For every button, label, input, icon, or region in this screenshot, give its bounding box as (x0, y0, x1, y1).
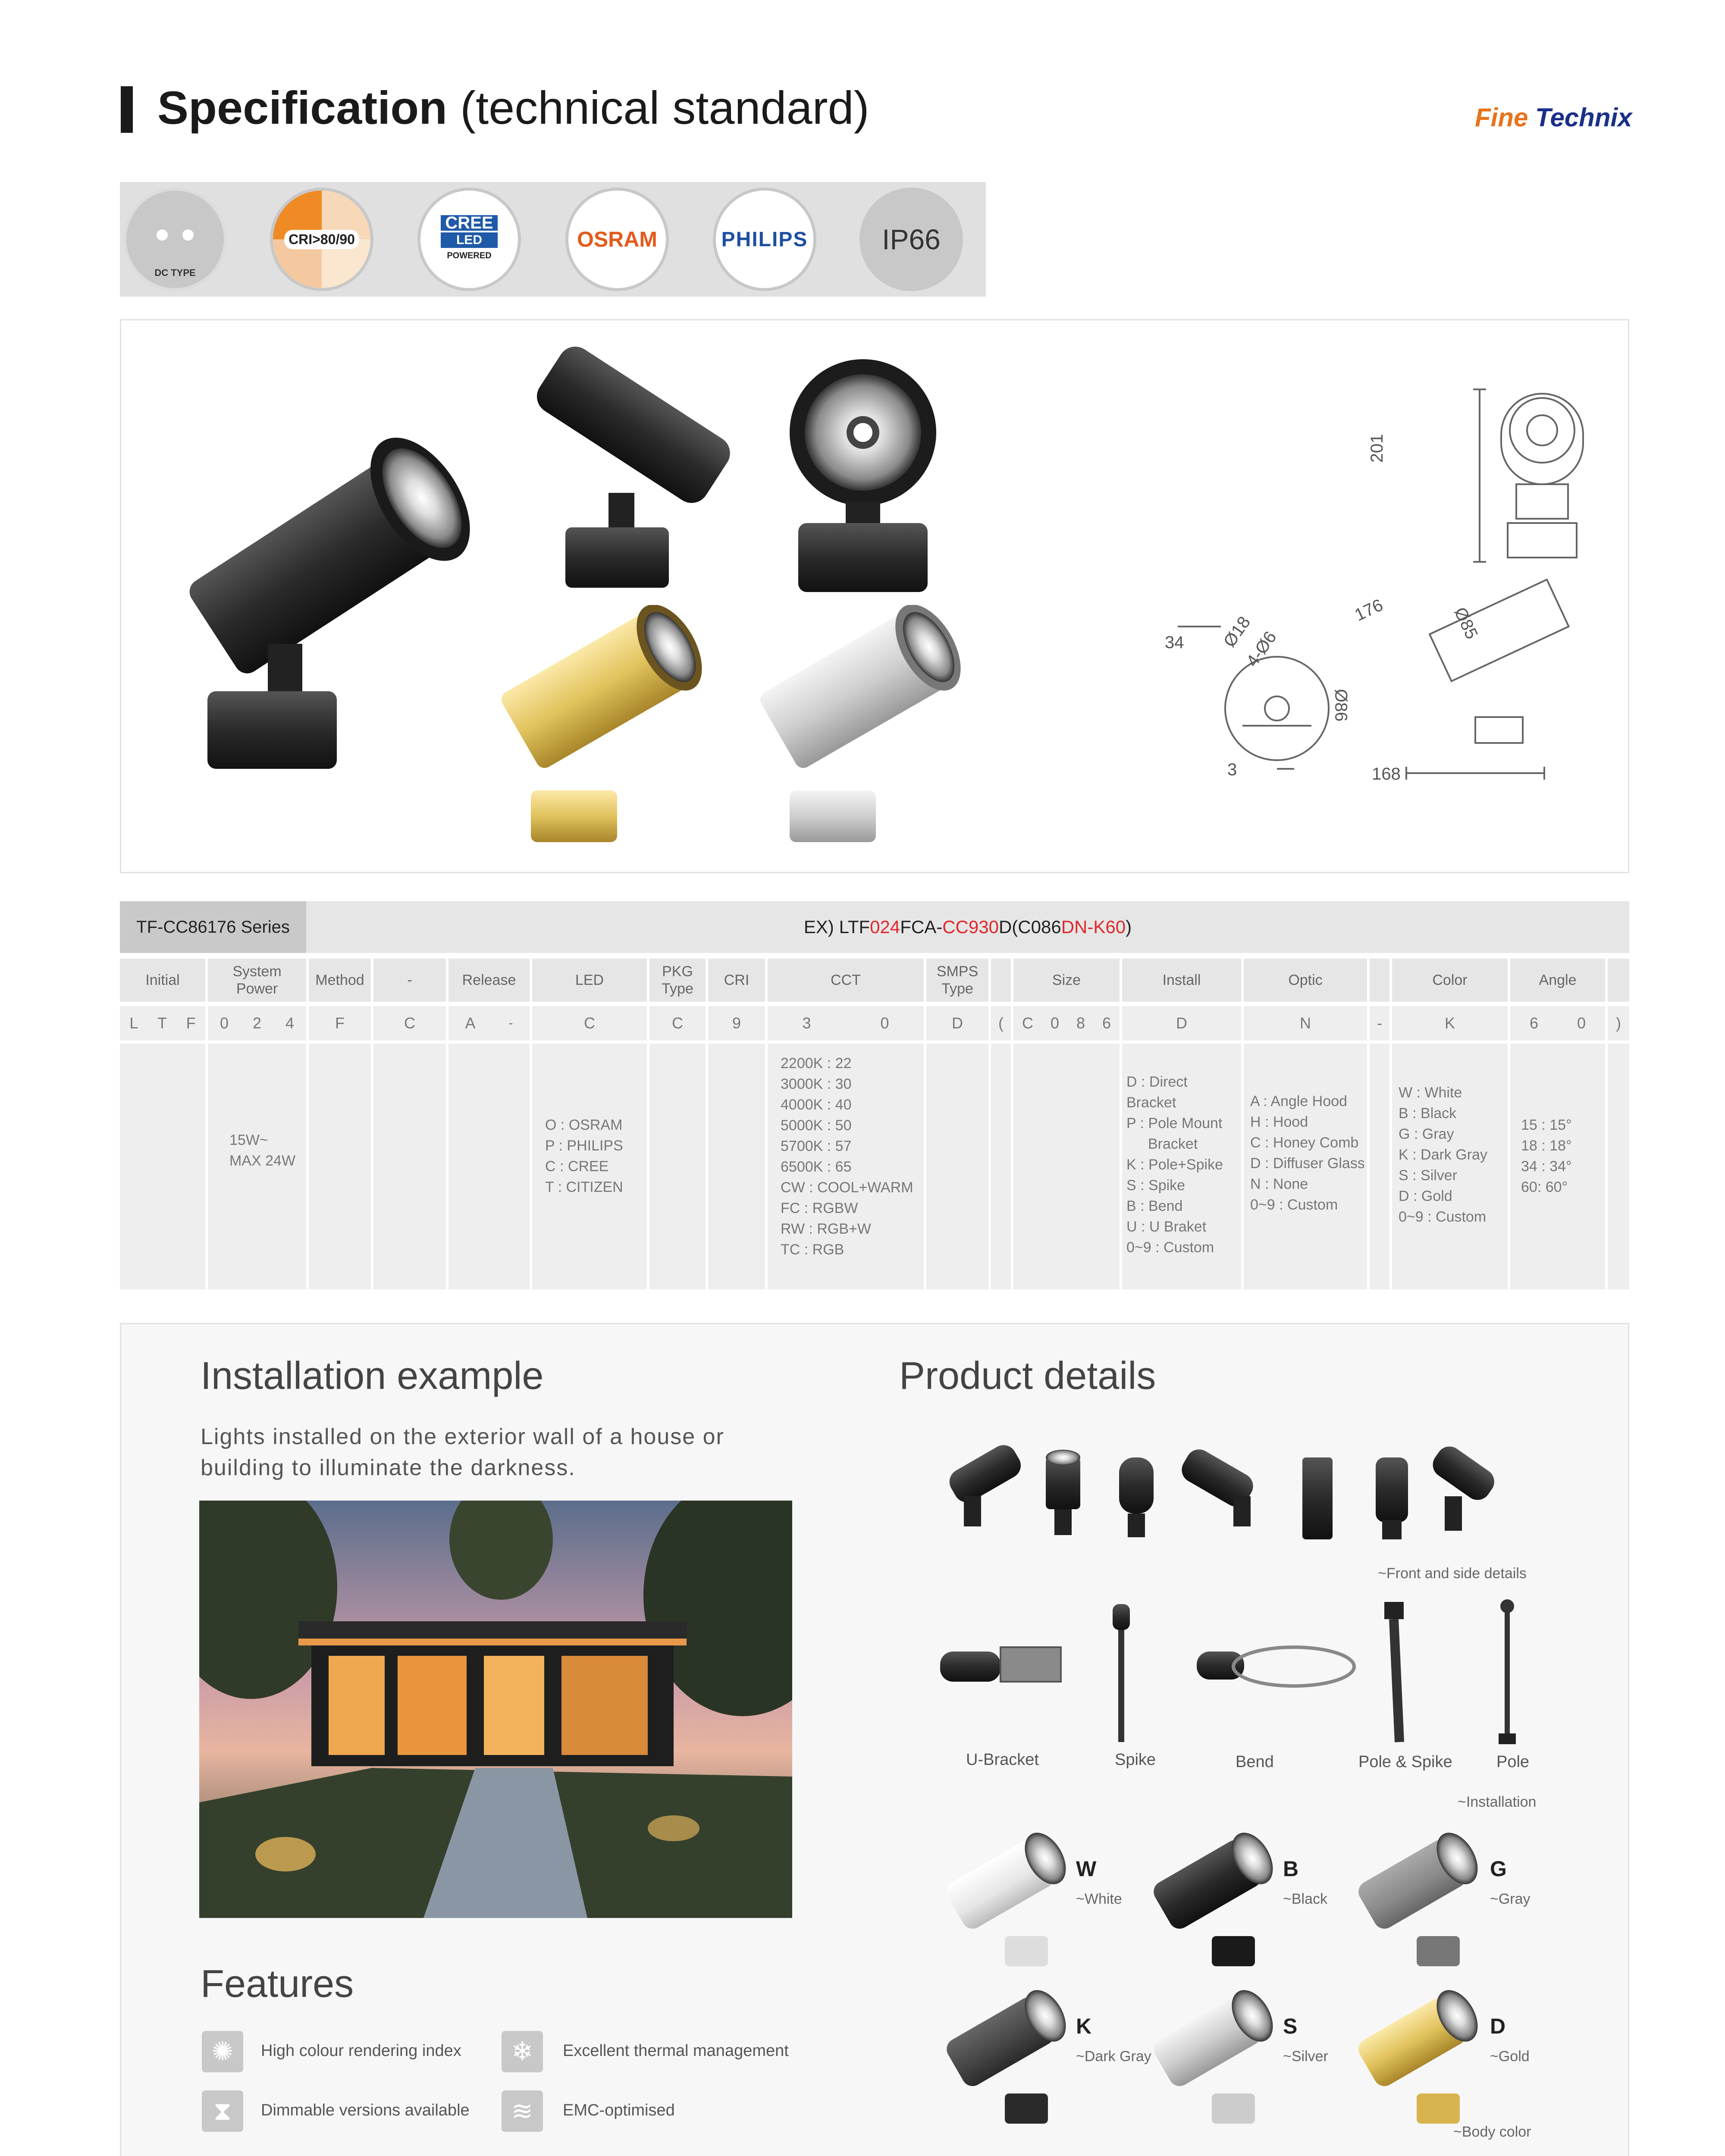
thermometer-icon: ❄ (502, 2031, 543, 2072)
dc-type-badge: DC TYPE (123, 188, 227, 291)
color-name-w: ~White (1076, 1891, 1122, 1907)
body-color-caption: ~Body color (1453, 2124, 1531, 2140)
col-install: Install (1122, 959, 1241, 1002)
dim-height: 201 (1367, 434, 1386, 463)
code-method: F (309, 1006, 371, 1040)
hourglass-icon: ⧗ (202, 2090, 243, 2132)
col-angle: Angle (1510, 959, 1605, 1002)
col-cct: CCT (768, 959, 924, 1002)
philips-badge: PHILIPS (713, 188, 816, 291)
dim-4d6: 4-Ø6 (1242, 628, 1280, 671)
silver-spotlight-image (746, 605, 971, 846)
installation-photo (199, 1501, 792, 1918)
title-accent-bar (121, 86, 133, 133)
code-initial: L T F (120, 1006, 205, 1040)
color-code-s: S (1283, 2014, 1298, 2038)
col-release: Release (448, 959, 530, 1002)
color-name-k: ~Dark Gray (1076, 2048, 1151, 2065)
color-name-d: ~Gold (1490, 2048, 1530, 2065)
col-color: Color (1392, 959, 1508, 1002)
lightbulb-icon: ✺ (202, 2031, 243, 2072)
color-code-w: W (1076, 1857, 1097, 1881)
code-paren-close: ) (1608, 1006, 1629, 1040)
color-name-b: ~Black (1283, 1891, 1327, 1907)
front-side-caption: ~Front and side details (1378, 1565, 1527, 1582)
code-dash: - (1370, 1006, 1389, 1040)
front-side-detail-images (940, 1436, 1527, 1544)
feature-thermal: Excellent thermal management (563, 2042, 789, 2060)
color-name-s: ~Silver (1283, 2048, 1328, 2065)
black-spotlight-side-image (509, 333, 751, 592)
col-method: Method (309, 959, 371, 1002)
col-system-power: System Power (208, 959, 306, 1002)
color-code-b: B (1283, 1857, 1299, 1881)
col-led: LED (532, 959, 647, 1002)
installation-heading: Installation example (201, 1354, 544, 1398)
code-power: 0 2 4 (208, 1006, 306, 1040)
desc-install: D : Direct Bracket P : Pole Mount Bracket K : Pole+Spike S : Spike B : Bend U : U Braket 0~9 : Custom (1122, 1044, 1241, 1289)
desc-power: 15W~ MAX 24W (208, 1044, 306, 1289)
order-code-example: EX) LTF 024 FCA- CC 930 D(C086 DN-K60 ) (803, 917, 1132, 937)
features-heading: Features (201, 1962, 354, 2006)
page-title: Specification (technical standard) (157, 81, 869, 134)
installation-text: Lights installed on the exterior wall of a house or building to illuminate the darkness. (201, 1424, 724, 1480)
code-angle: 6 0 (1510, 1006, 1605, 1040)
waveform-icon: ≋ (502, 2090, 543, 2132)
col-optic: Optic (1244, 959, 1367, 1002)
code-size: C 0 8 6 (1013, 1006, 1120, 1040)
series-name: TF-CC86176 Series (120, 901, 306, 953)
code-smps: D (926, 1006, 988, 1040)
dim-34: 34 (1165, 633, 1184, 652)
certification-badges (120, 182, 986, 297)
desc-led: O : OSRAM P : PHILIPS C : CREE T : CITIZEN (532, 1044, 647, 1289)
col-smps-type: SMPS Type (926, 959, 988, 1002)
ip66-badge: IP66 (859, 188, 963, 291)
brand-logo: Fine Technix (1475, 103, 1632, 132)
install-pole-spike: Pole & Spike (1358, 1753, 1452, 1771)
col-initial: Initial (120, 959, 205, 1002)
dim-d85: Ø85 (1450, 604, 1482, 642)
dim-d86: Ø86 (1331, 689, 1351, 722)
code-release: A - (448, 1006, 530, 1040)
install-bend: Bend (1236, 1753, 1274, 1771)
code-led: C (532, 1006, 647, 1040)
gold-spotlight-image (488, 605, 712, 846)
install-u-bracket: U-Bracket (966, 1751, 1039, 1769)
desc-cct: 2200K : 22 3000K : 30 4000K : 40 5000K : 50 5700K : 57 6500K : 65 CW : COOL+WARM FC : RGBW RW : RGB+W TC : RGB (768, 1044, 924, 1289)
dim-d18: Ø18 (1220, 613, 1255, 651)
black-spotlight-main-image (169, 420, 479, 773)
feature-dimmable: Dimmable versions available (261, 2101, 470, 2119)
cri-badge: CRI>80/90 (270, 188, 373, 291)
col-size: Size (1013, 959, 1120, 1002)
dim-168: 168 (1372, 765, 1401, 783)
color-code-d: D (1490, 2014, 1506, 2038)
feature-cri: High colour rendering index (261, 2042, 461, 2060)
code-pkg: C (649, 1006, 706, 1040)
code-optic: N (1244, 1006, 1367, 1040)
code-c: C (373, 1006, 446, 1040)
code-install: D (1122, 1006, 1241, 1040)
black-spotlight-front-image (781, 355, 945, 596)
product-image-panel (120, 319, 1629, 873)
osram-badge: OSRAM (565, 188, 669, 291)
dim-176: 176 (1352, 595, 1386, 625)
code-color: K (1392, 1006, 1508, 1040)
color-name-g: ~Gray (1490, 1891, 1531, 1907)
technical-drawing (1113, 381, 1609, 812)
code-cct: 3 0 (768, 1006, 924, 1040)
install-spike: Spike (1115, 1751, 1156, 1769)
dim-3: 3 (1227, 760, 1237, 779)
product-details-heading: Product details (899, 1354, 1156, 1398)
col-cri: CRI (708, 959, 765, 1002)
body-color-images (940, 1833, 1492, 2143)
feature-emc: EMC-optimised (563, 2101, 675, 2119)
desc-optic: A : Angle Hood H : Hood C : Honey Comb D : Diffuser Glass N : None 0~9 : Custom (1244, 1044, 1367, 1289)
desc-angle: 15 : 15° 18 : 18° 34 : 34° 60: 60° (1510, 1044, 1605, 1289)
col-pkg-type: PKG Type (649, 959, 706, 1002)
desc-color: W : White B : Black G : Gray K : Dark Gray S : Silver D : Gold 0~9 : Custom (1392, 1044, 1508, 1289)
install-pole: Pole (1496, 1753, 1530, 1771)
cree-badge: CREE LED POWERED (417, 188, 521, 291)
installation-type-images (932, 1595, 1544, 1746)
installation-caption: ~Installation (1458, 1794, 1537, 1810)
col-dash: - (373, 959, 446, 1002)
code-cri: 9 (708, 1006, 765, 1040)
color-code-k: K (1076, 2014, 1092, 2038)
color-code-g: G (1490, 1857, 1507, 1881)
code-paren-open: ( (991, 1006, 1011, 1040)
